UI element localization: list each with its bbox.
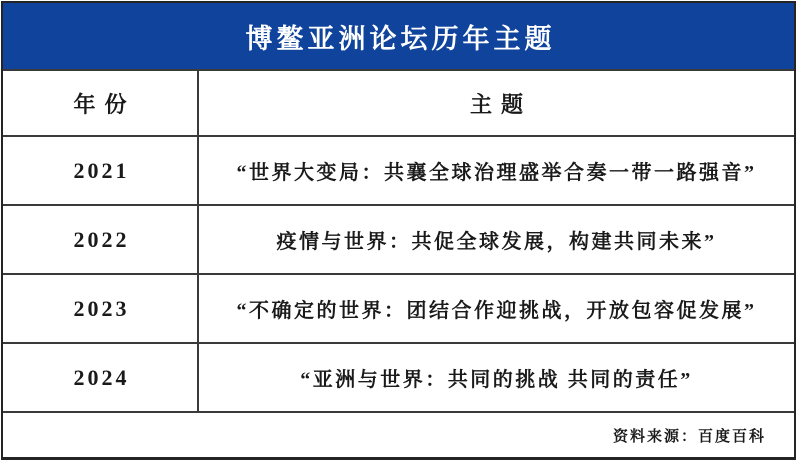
year-cell (3, 137, 199, 204)
year-value: 2024 (73, 364, 130, 390)
source-note: 资料来源：百度百科 (612, 428, 766, 445)
year-cell (3, 275, 199, 342)
year-value: 2023 (73, 295, 130, 321)
year-cell (3, 206, 199, 273)
table-row (3, 342, 794, 411)
theme-value: “不确定的世界：团结合作迎挑战，开放包容促发展” (236, 300, 757, 322)
theme-value: “世界大变局：共襄全球治理盛举合奏一带一路强音” (236, 162, 757, 184)
table-row (3, 273, 794, 342)
column-header-theme-cell (199, 71, 794, 135)
theme-cell (199, 206, 794, 273)
year-value: 2021 (73, 157, 130, 183)
column-header-row (3, 71, 794, 135)
source-row (3, 411, 794, 457)
theme-cell (199, 275, 794, 342)
theme-value: “亚洲与世界：共同的挑战 共同的责任” (300, 369, 693, 391)
theme-cell (199, 137, 794, 204)
column-header-year: 年份 (73, 91, 136, 117)
year-cell (3, 344, 199, 411)
table-row (3, 204, 794, 273)
year-value: 2022 (73, 226, 130, 252)
theme-cell (199, 344, 794, 411)
theme-value: 疫情与世界：共促全球发展，构建共同未来” (276, 231, 717, 253)
column-header-year-cell (3, 71, 199, 135)
table-title-banner (3, 3, 794, 71)
themes-table (1, 1, 796, 460)
table-row (3, 135, 794, 204)
column-header-theme: 主题 (469, 91, 532, 117)
table-title: 博鳌亚洲论坛历年主题 (245, 23, 556, 54)
